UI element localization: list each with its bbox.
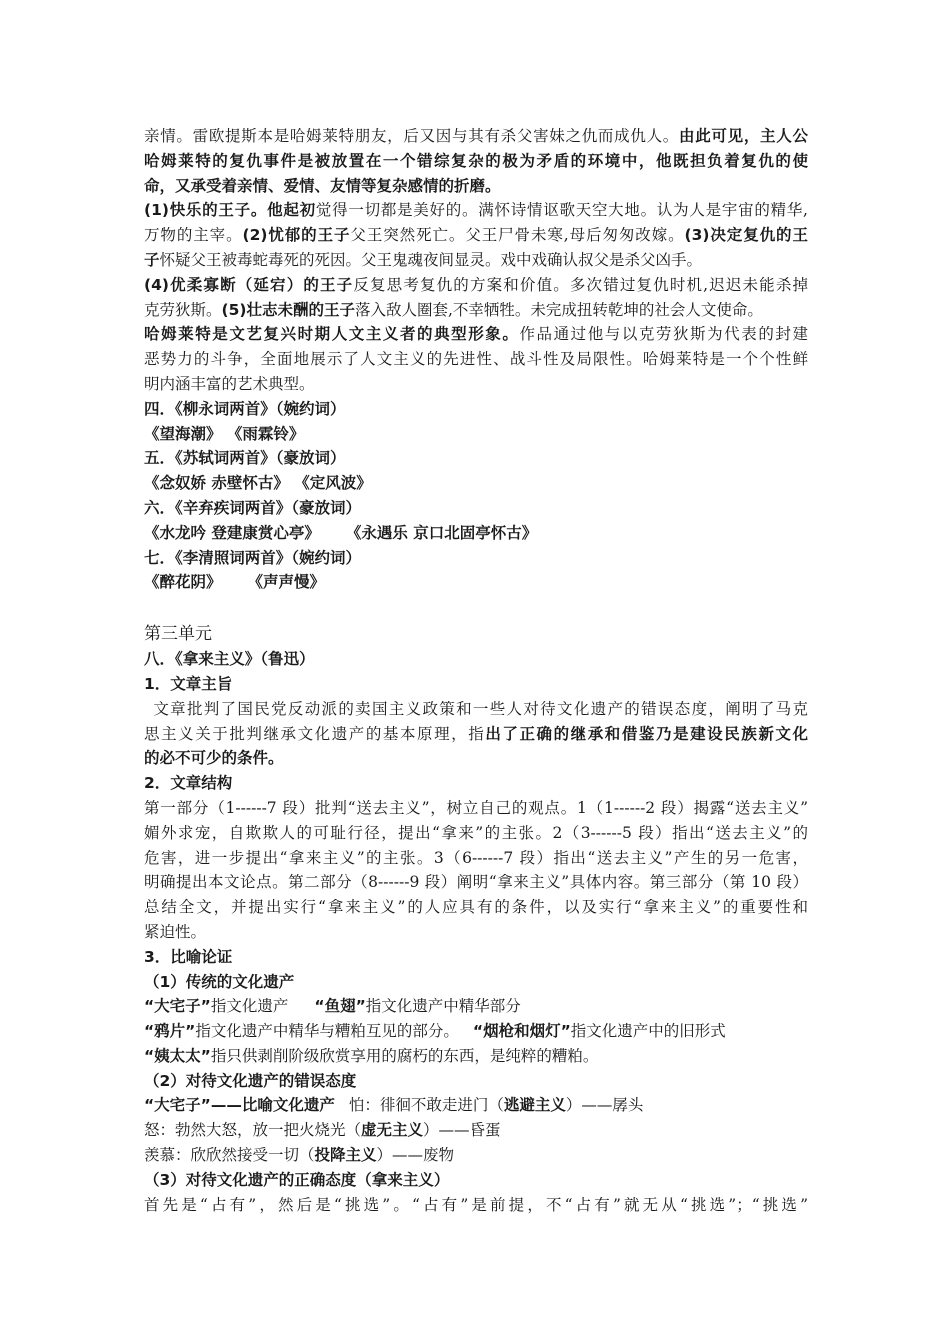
bold-run: 子	[144, 250, 160, 269]
bold-run: (3)决定复仇的王	[684, 226, 808, 245]
bold-run: (2)忧郁的王子	[242, 226, 351, 245]
work-titles	[144, 570, 808, 595]
bold-run: 的必不可少的条件。	[144, 749, 284, 768]
text-line: 总结全文，并提出实行“拿来主义”的人应具有的条件，以及实行“拿来主义”的重要性和	[144, 898, 808, 917]
text-run: ）——孱头	[565, 1096, 644, 1115]
text-run: 亲情。雷欧提斯本是哈姆莱特朋友，后又因与其有杀父害妹之仇而成仇人。	[144, 127, 679, 145]
text-run: 克劳狄斯。	[144, 300, 222, 319]
work-title: 《水龙吟 登建康赏心亭》	[144, 523, 320, 542]
text-line: 紧迫性。	[144, 922, 207, 941]
bold-run: 命，又承受着亲情、爱情、友情等复杂感情的折磨。	[144, 176, 501, 195]
text-run: 万物的主宰。	[144, 226, 243, 245]
work-title: 《声声慢》	[247, 573, 326, 592]
section-heading: 七．《李清照词两首》（婉约词）	[144, 548, 362, 567]
text-line	[144, 746, 808, 771]
subheading: 1．文章主旨	[144, 674, 233, 693]
subheading: 2．文章结构	[144, 774, 233, 793]
text-line	[144, 1019, 808, 1044]
unit-title: 第三单元	[144, 624, 212, 645]
subheading	[144, 1168, 808, 1193]
text-line	[144, 298, 808, 323]
subheading: 3．比喻论证	[144, 947, 233, 966]
text-line: 危害，进一步提出“拿来主义”的主张。3（6------7 段）指出“送去主义”产生的另一危害，	[144, 848, 808, 867]
section-heading: 四．《柳永词两首》（婉约词）	[144, 399, 346, 418]
section-heading: 五．《苏轼词两首》（豪放词）	[144, 449, 346, 468]
bold-run: “大宅子”——比喻文化遗产	[144, 1096, 335, 1115]
text-line	[144, 248, 808, 273]
text-run: 拿来主义	[371, 1170, 434, 1189]
bold-run: “鸦片”	[144, 1022, 196, 1041]
bold-run: “大宅子”	[144, 997, 211, 1016]
text-run: 怒：勃然大怒，放一把火烧光（	[144, 1121, 362, 1140]
work-titles: 《望海潮》 《雨霖铃》	[144, 424, 305, 443]
work-titles: 《念奴娇 赤壁怀古》 《定风波》	[144, 474, 372, 493]
text-run: 指文化遗产中的旧形式	[570, 1022, 726, 1041]
text-run: 思主义关于批判继承文化遗产的基本原理，指	[144, 724, 486, 743]
text-run: 父王突然死亡。父王尸骨未寒,母后匆匆改嫁。	[350, 226, 685, 245]
text-run: 落入敌人圈套,不幸牺牲。未完成扭转乾坤的社会人文使命。	[354, 300, 763, 319]
text-run: 恶势力的斗争，全面地展示了人文主义的先进性、战斗性及局限性。哈姆莱特是一个个性鲜	[144, 350, 808, 369]
text-line	[144, 149, 808, 174]
text-line	[144, 994, 808, 1019]
text-line	[144, 697, 808, 722]
text-run: 指文化遗产中精华部分	[365, 997, 521, 1016]
text-run: 文章批判了国民党反动派的卖国主义政策和一些人对待文化遗产的错误态度，阐明了马克	[152, 699, 808, 718]
text-run: 明内涵丰富的艺术典型。	[144, 374, 315, 393]
text-line	[144, 1143, 808, 1168]
work-titles	[144, 521, 808, 546]
bold-run: 哈姆莱特的复仇事件是被放置在一个错综复杂的极为矛盾的环境中，他既担负着复仇的使	[144, 151, 808, 170]
subheading: （1）传统的文化遗产	[144, 972, 295, 991]
text-run: ）	[433, 1170, 450, 1189]
text-run: 觉得一切都是美好的。满怀诗情讴歌天空大地。认为人是宇宙的精华,	[315, 201, 808, 220]
bold-run: “姨太太”	[144, 1046, 211, 1065]
text-line	[144, 1044, 808, 1069]
bold-run: (4)优柔寡断（延宕）的王子	[144, 275, 354, 294]
section-heading: 六．《辛弃疾词两首》（豪放词）	[144, 498, 362, 517]
text-run: 指文化遗产	[210, 997, 289, 1016]
bold-run: “烟枪和烟灯”	[472, 1022, 571, 1041]
bold-run: “鱼翅”	[314, 997, 366, 1016]
text-line: 明确提出本文论点。第二部分（8------9 段）阐明“拿来主义”具体内容。第三部分（第 10 段）	[144, 873, 808, 892]
text-run: 指只供剥削阶级欣赏享用的腐朽的东西，是纯粹的糟粕。	[210, 1046, 599, 1065]
text-line	[144, 198, 808, 223]
text-line	[144, 347, 808, 372]
text-run: 反复思考复仇的方案和价值。多次错过复仇时机,迟迟未能杀掉	[353, 275, 808, 294]
bold-run: 出了正确的继承和借鉴乃是建设民族新文化	[485, 724, 808, 743]
subheading: （2）对待文化遗产的错误态度	[144, 1071, 357, 1090]
work-title: 《醉花阴》	[144, 573, 222, 592]
section-heading: 八．《拿来主义》（鲁迅）	[144, 650, 315, 669]
text-run: ）——废物	[376, 1146, 455, 1165]
text-line	[144, 1118, 808, 1143]
bold-run: 逃避主义	[503, 1096, 566, 1115]
text-run: 怕：徘徊不敢走进门（	[348, 1096, 504, 1115]
text-run: 指文化遗产中精华与糟粕互见的部分。	[195, 1022, 459, 1041]
text-line: 媚外求宠，自欺欺人的可耻行径，提出“拿来”的主张。2（3------5 段）指出“送去主义”的	[144, 823, 808, 842]
text-line: 第一部分（1------7 段）批判“送去主义”，树立自己的观点。1（1------2 段）揭露“送去主义”	[144, 798, 808, 817]
text-line: 首先是“占有”，然后是“挑选”。“占有”是前提，不“占有”就无从“挑选”；“挑选”	[144, 1195, 808, 1214]
text-line	[144, 1093, 808, 1118]
text-line	[144, 722, 808, 747]
bold-run: (1)快乐的王子。他起初	[144, 201, 316, 220]
text-run: （3）对待文化遗产的正确态度（	[144, 1170, 372, 1189]
text-line	[144, 273, 808, 298]
bold-run: 哈姆莱特是文艺复兴时期人文主义者的典型形象。	[144, 325, 520, 344]
text-line	[144, 174, 808, 199]
bold-run: (5)壮志未酬的王子	[221, 300, 355, 319]
document-body	[144, 124, 808, 1217]
bold-run: 由此可见，主人公	[679, 127, 808, 145]
text-run: ）——昏蛋	[423, 1121, 501, 1140]
work-title: 《永遇乐 京口北固亭怀古》	[345, 523, 538, 542]
text-line	[144, 372, 808, 397]
text-run: 作品通过他与以克劳狄斯为代表的封建	[519, 325, 808, 344]
text-run: 怀疑父王被毒蛇毒死的死因。父王鬼魂夜间显灵。戏中戏确认叔父是杀父凶手。	[159, 250, 703, 269]
text-line	[144, 124, 808, 149]
bold-run: 虚无主义	[361, 1121, 424, 1140]
text-line	[144, 223, 808, 248]
text-line	[144, 322, 808, 347]
text-run: 羡慕：欣欣然接受一切（	[144, 1146, 315, 1165]
bold-run: 投降主义	[314, 1146, 377, 1165]
